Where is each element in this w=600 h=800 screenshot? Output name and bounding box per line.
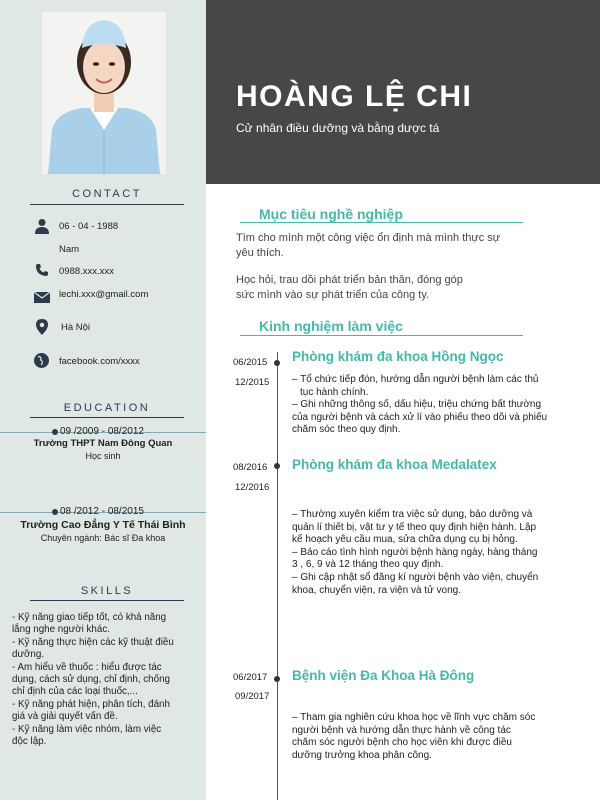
skills-line: - Kỹ năng làm việc nhóm, làm việc <box>12 723 162 735</box>
job-end-2: 12/2016 <box>235 482 270 493</box>
education-dates-1: 09 /2009 - 08/2012 <box>60 426 144 437</box>
education-dates-2: 08 /2012 - 08/2015 <box>60 506 144 517</box>
skills-line: - Kỹ năng phát hiện, phân tích, đánh <box>12 698 170 710</box>
skills-line: dưỡng. <box>12 649 45 661</box>
education-heading: EDUCATION <box>63 402 151 414</box>
skills-line: - Am hiểu về thuốc : hiểu được tác <box>12 661 162 673</box>
timeline-dot-1 <box>274 360 280 366</box>
job-line: – Tổ chức tiếp đón, hướng dẫn người bệnh làm các thủ <box>292 374 539 385</box>
job-line: dưỡng trưởng khoa phân công. <box>292 749 432 761</box>
job-line: quản lí thiết bị, vật tư y tế theo quy định hiện hành. Lập <box>292 521 537 533</box>
skills-list <box>12 612 196 748</box>
job-line: kế hoạch yêu cầu mua, sửa chữa dụng cụ bị hỏng. <box>292 534 518 546</box>
education-detail-2: Chuyên ngành: Bác sĩ Đa khoa <box>40 533 166 543</box>
job-line: 3 , 6, 9 và 12 tháng theo quy định. <box>292 559 444 571</box>
gender-text: Nam <box>59 244 80 255</box>
timeline-dot-2 <box>274 463 280 469</box>
skills-line: giá và giải quyết vấn đề. <box>12 711 118 723</box>
skills-heading: SKILLS <box>80 585 134 597</box>
skills-line: dụng, cách sử dụng, chỉ định, chống <box>12 674 170 686</box>
job-end-1: 12/2015 <box>235 377 270 388</box>
job-line: chăm sóc theo quy định. <box>292 424 401 436</box>
experience-heading: Kinh nghiệm làm việc <box>259 318 403 334</box>
profile-photo <box>42 12 166 174</box>
location-icon <box>36 319 48 340</box>
job-line: – Ghi những thông số, dấu hiệu, triệu chứng bất thường <box>292 399 542 411</box>
objective-heading: Mục tiêu nghề nghiệp <box>259 206 403 222</box>
job-line: chăm sóc người bệnh cho học viên khi được điều <box>292 737 512 749</box>
full-name: HOÀNG LỆ CHI <box>236 80 473 113</box>
job-description-2 <box>292 509 582 597</box>
job-line: tục hành chính. <box>300 386 369 398</box>
education-detail-1: Học sinh <box>85 451 121 461</box>
job-line: người bệnh và hướng dẫn thực hành về công tác <box>292 724 511 736</box>
email-icon <box>34 290 50 308</box>
job-title-2: Phòng khám đa khoa Medalatex <box>292 457 497 472</box>
job-line: – Báo cáo tình hình người bệnh hàng ngày, hàng tháng <box>292 546 538 558</box>
location-text: Hà Nội <box>61 322 91 333</box>
job-end-3: 09/2017 <box>235 691 270 702</box>
job-line: khoa, chuyển viện, ra viện và tử vong. <box>292 584 462 596</box>
job-line: – Ghi cập nhật sổ đăng kí người bệnh vào viện, chuyển <box>292 571 539 583</box>
objective-line: yêu thích. <box>236 246 284 259</box>
job-line: của người bệnh và cách xử lí vào phiếu theo dõi và phiếu <box>292 411 548 423</box>
phone-icon <box>35 263 49 282</box>
objective-divider <box>240 222 523 223</box>
skills-line: - Kỹ năng giao tiếp tốt, có khả năng <box>12 612 167 623</box>
education-school-2: Trường Cao Đẳng Y Tế Thái Bình <box>20 519 186 531</box>
objective-paragraph-2 <box>236 273 526 302</box>
education-dot-1 <box>52 429 58 435</box>
job-subtitle: Cử nhân điều dưỡng và bằng dược tá <box>236 121 440 135</box>
job-start-1: 06/2015 <box>233 357 268 368</box>
education-divider <box>30 417 184 418</box>
job-start-3: 06/2017 <box>233 672 268 683</box>
job-description-3 <box>292 712 582 762</box>
skills-line: chỉ định của các loại thuốc,... <box>12 686 138 698</box>
person-icon <box>34 218 50 239</box>
education-dot-2 <box>52 509 58 515</box>
job-description-1 <box>292 374 582 437</box>
job-line: – Tham gia nghiên cứu khoa học về lĩnh vực chăm sóc <box>292 712 536 723</box>
experience-timeline <box>277 352 278 800</box>
contact-heading: CONTACT <box>72 188 142 200</box>
facebook-text[interactable]: facebook.com/xxxx <box>59 356 140 367</box>
dob-text: 06 - 04 - 1988 <box>59 221 119 232</box>
objective-line: Tìm cho mình một công việc ổn định mà mình thực sự <box>236 232 501 244</box>
email-text[interactable]: lechi.xxx@gmail.com <box>59 289 149 300</box>
skills-divider <box>30 600 184 601</box>
timeline-dot-3 <box>274 676 280 682</box>
education-school-1: Trường THPT Nam Đông Quan <box>33 438 173 449</box>
experience-divider <box>240 335 523 336</box>
objective-paragraph-1 <box>236 231 526 260</box>
objective-line: Học hỏi, trau dồi phát triển bản thân, đóng góp <box>236 274 463 286</box>
job-title-1: Phòng khám đa khoa Hồng Ngọc <box>292 349 504 364</box>
globe-icon <box>34 353 49 373</box>
job-start-2: 08/2016 <box>233 462 268 473</box>
job-line: – Thường xuyên kiểm tra việc sử dụng, bảo dưỡng và <box>292 509 533 520</box>
job-title-3: Bệnh viện Đa Khoa Hà Đông <box>292 668 475 683</box>
skills-line: độc lập. <box>12 736 47 748</box>
contact-divider <box>30 204 184 205</box>
phone-text: 0988.xxx.xxx <box>59 266 114 277</box>
skills-line: - Kỹ năng thực hiện các kỹ thuật điều <box>12 636 174 648</box>
skills-line: lắng nghe người khác. <box>12 624 110 636</box>
objective-line: sức mình vào sự phát triển của công ty. <box>236 288 430 301</box>
